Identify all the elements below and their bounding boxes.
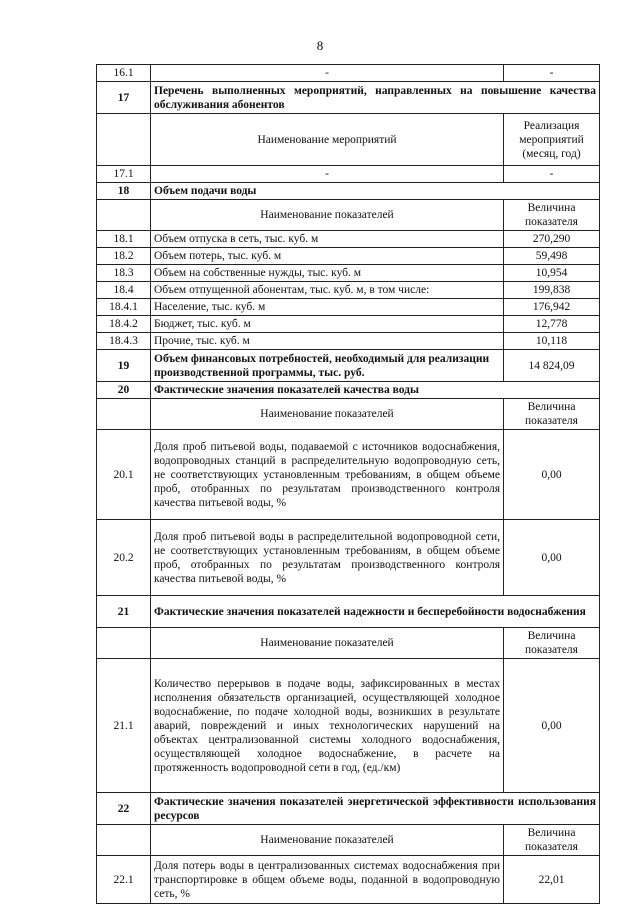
section-title: Перечень выполненных мероприятий, направленных на повышение качества обслуживания абонентов [151, 82, 600, 114]
header-row-17 [97, 114, 600, 166]
table-row [97, 282, 600, 299]
row-number: 20.1 [97, 430, 151, 520]
indicator-name: Объем отпуска в сеть, тыс. куб. м [151, 231, 504, 248]
row-number: 18.4.1 [97, 299, 151, 316]
column-header: Наименование показателей [151, 628, 504, 659]
indicator-value: 22,01 [504, 856, 600, 904]
indicator-name: Доля проб питьевой воды, подаваемой с источников водоснабжения, водопроводных станций в распределительную водопроводную сеть, не соответствующих установленным требованиям, в общем объеме проб, отобранных по результатам производственного контроля качества питьевой воды, % [151, 430, 504, 520]
row-number: 17.1 [97, 166, 151, 183]
column-header: Наименование показателей [151, 825, 504, 856]
header-row-22 [97, 825, 600, 856]
table-row-22-1 [97, 856, 600, 904]
row-number: 20.2 [97, 520, 151, 596]
section-row-19 [97, 350, 600, 382]
dash-cell: - [151, 65, 504, 82]
section-row-21 [97, 596, 600, 628]
indicator-value: 199,838 [504, 282, 600, 299]
section-number: 17 [97, 82, 151, 114]
indicator-value: 176,942 [504, 299, 600, 316]
row-number: 18.3 [97, 265, 151, 282]
indicator-name: Объем на собственные нужды, тыс. куб. м [151, 265, 504, 282]
table-row [97, 265, 600, 282]
section-number: 22 [97, 793, 151, 825]
section-title: Фактические значения показателей качества воды [151, 382, 600, 399]
table-row [97, 299, 600, 316]
section-number: 21 [97, 596, 151, 628]
column-header: Величина показателя [504, 200, 600, 231]
indicator-value: 10,954 [504, 265, 600, 282]
section-title: Объем финансовых потребностей, необходимый для реализации производственной программы, тыс. руб. [151, 350, 504, 382]
header-row-21 [97, 628, 600, 659]
section-row-17 [97, 82, 600, 114]
dash-cell: - [504, 166, 600, 183]
indicator-value: 0,00 [504, 659, 600, 793]
indicator-value: 12,778 [504, 316, 600, 333]
indicator-name: Количество перерывов в подаче воды, зафиксированных в местах исполнения обязательств организацией, осуществляющей холодное водоснабжение, по подаче холодной воды, возникших в результате аварий, повреждений и иных технологических нарушений на объектах централизованной системы холодного водоснабжения, осуществляющей холодное водоснабжение, в расчете на протяженность водопроводной сети в год, (ед./км) [151, 659, 504, 793]
table-row-21-1 [97, 659, 600, 793]
row-number: 18.4.2 [97, 316, 151, 333]
section-number: 18 [97, 183, 151, 200]
table-row-17-1 [97, 166, 600, 183]
table-row-20-1 [97, 430, 600, 520]
indicators-table [96, 64, 600, 904]
table-row [97, 333, 600, 350]
indicator-value: 10,118 [504, 333, 600, 350]
row-number: 18.4 [97, 282, 151, 299]
column-header: Величина показателя [504, 825, 600, 856]
section-row-22 [97, 793, 600, 825]
indicator-value: 0,00 [504, 520, 600, 596]
indicator-value: 270,290 [504, 231, 600, 248]
section-title: Фактические значения показателей надежности и бесперебойности водоснабжения [151, 596, 600, 628]
column-header: Величина показателя [504, 399, 600, 430]
indicator-value: 0,00 [504, 430, 600, 520]
table-row [97, 248, 600, 265]
table-row [97, 231, 600, 248]
indicator-name: Доля проб питьевой воды в распределительной водопроводной сети, не соответствующих установленным требованиям, в общем объеме проб, отобранных по результатам производственного контроля качества питьевой воды, % [151, 520, 504, 596]
section-row-20 [97, 382, 600, 399]
section-number: 19 [97, 350, 151, 382]
column-header: Реализация мероприятий (месяц, год) [504, 114, 600, 166]
section-title: Объем подачи воды [151, 183, 600, 200]
table-row [97, 316, 600, 333]
header-row-20 [97, 399, 600, 430]
section-row-18 [97, 183, 600, 200]
column-header: Наименование показателей [151, 399, 504, 430]
indicator-name: Население, тыс. куб. м [151, 299, 504, 316]
indicator-name: Бюджет, тыс. куб. м [151, 316, 504, 333]
row-number: 22.1 [97, 856, 151, 904]
page-number: 8 [316, 38, 324, 53]
section-number: 20 [97, 382, 151, 399]
table-row-20-2 [97, 520, 600, 596]
row-number: 18.1 [97, 231, 151, 248]
dash-cell: - [504, 65, 600, 82]
table-row-16-1 [97, 65, 600, 82]
row-number: 21.1 [97, 659, 151, 793]
dash-cell: - [151, 166, 504, 183]
indicator-name: Прочие, тыс. куб. м [151, 333, 504, 350]
indicator-value: 14 824,09 [504, 350, 600, 382]
indicator-name: Объем потерь, тыс. куб. м [151, 248, 504, 265]
header-row-18 [97, 200, 600, 231]
indicator-value: 59,498 [504, 248, 600, 265]
column-header: Наименование показателей [151, 200, 504, 231]
row-number: 18.4.3 [97, 333, 151, 350]
column-header: Наименование мероприятий [151, 114, 504, 166]
column-header: Величина показателя [504, 628, 600, 659]
row-number: 18.2 [97, 248, 151, 265]
indicator-name: Объем отпущенной абонентам, тыс. куб. м, в том числе: [151, 282, 504, 299]
section-title: Фактические значения показателей энергетической эффективности использования ресурсов [151, 793, 600, 825]
indicator-name: Доля потерь воды в централизованных системах водоснабжения при транспортировке в общем объеме воды, поданной в водопроводную сеть, % [151, 856, 504, 904]
row-number: 16.1 [97, 65, 151, 82]
